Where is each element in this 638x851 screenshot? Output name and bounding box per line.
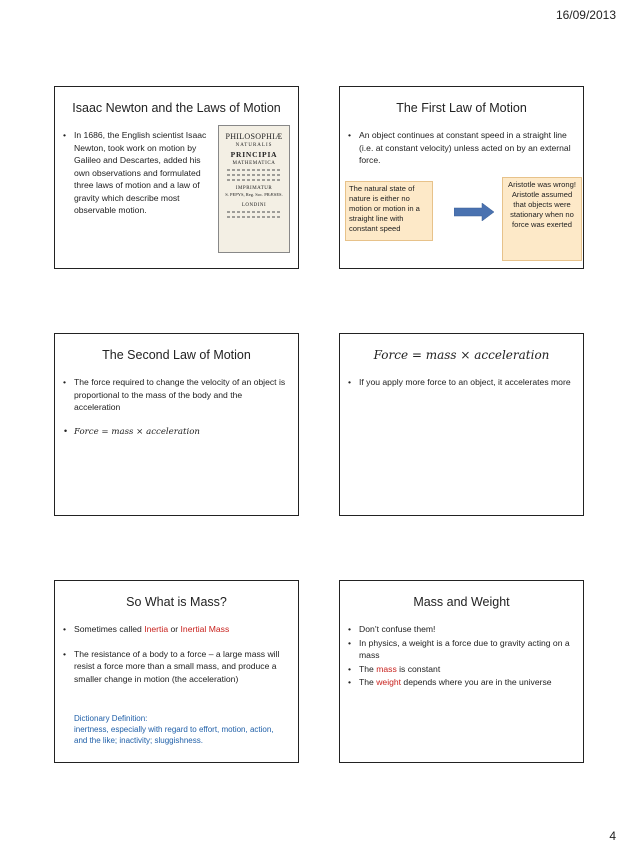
- bullet-list: [63, 376, 288, 439]
- bullet-item: • In 1686, the English scientist Isaac Newton, took work on motion by Galileo and Descartes, added his own observations and formulated three laws of motion and a law of gravity which describe most observable motion.: [63, 129, 208, 217]
- slide-force-formula: [339, 333, 584, 516]
- bullet-item: • Sometimes called Inertia or Inertial Mass: [63, 623, 288, 636]
- page-date: 16/09/2013: [555, 8, 616, 22]
- bullet-item: • If you apply more force to an object, it accelerates more: [348, 376, 573, 389]
- highlight-inertia: Inertia: [144, 624, 169, 634]
- bullet-item: • An object continues at constant speed in a straight line (i.e. at constant velocity) unless acted on by an external force.: [348, 129, 573, 167]
- slide-newton-laws: [54, 86, 299, 269]
- definition-text: inertness, especially with regard to effort, motion, action, and the like; inactivity; sluggishness.: [74, 725, 274, 745]
- bullet-item: • The mass is constant: [348, 663, 573, 676]
- right-arrow-icon: [454, 203, 494, 221]
- bullet-item: • The resistance of a body to a force – a large mass will resist a force more than a small mass, and produce a smaller change in motion (the acceleration): [63, 648, 288, 686]
- slide-title: Mass and Weight: [413, 595, 510, 609]
- highlight-mass: mass: [376, 663, 397, 674]
- dictionary-definition: [63, 713, 288, 746]
- bullet-item: • Don’t confuse them!: [348, 623, 573, 636]
- slide-title: The Second Law of Motion: [102, 348, 251, 362]
- bullet-list: [63, 623, 288, 686]
- slide-title: So What is Mass?: [126, 595, 227, 609]
- formula-bullet: • Force = mass × acceleration: [63, 426, 288, 439]
- highlight-weight: weight: [376, 677, 402, 687]
- bullet-item: • The force required to change the velocity of an object is proportional to the mass of the body and the acceleration: [63, 376, 288, 414]
- highlight-inertial-mass: Inertial Mass: [180, 624, 230, 634]
- slide-what-is-mass: [54, 580, 299, 763]
- page-number: 4: [609, 829, 616, 843]
- slide-title: Isaac Newton and the Laws of Motion: [72, 101, 281, 115]
- slide-first-law: [339, 86, 584, 269]
- bullet-list: [63, 129, 208, 218]
- slide-title: The First Law of Motion: [396, 101, 527, 115]
- bullet-item: • In physics, a weight is a force due to gravity acting on a mass: [348, 637, 573, 662]
- slide-title: Force = mass × acceleration: [373, 348, 550, 362]
- bullet-list: [348, 129, 573, 168]
- natural-state-note: The natural state of nature is either no motion or motion in a straight line with constant speed: [345, 181, 433, 241]
- principia-title-page-image: PHILOSOPHIÆ NATURALIS PRINCIPIA MATHEMATICA IMPRIMATUR S. PEPYS, Reg. Soc. PRÆSES. LONDINI: [218, 125, 290, 253]
- definition-label: Dictionary Definition:: [74, 714, 148, 723]
- slide-second-law: [54, 333, 299, 516]
- bullet-list: [348, 376, 573, 390]
- bullet-list: [348, 623, 573, 690]
- bullet-item: • The weight depends where you are in the universe: [348, 676, 573, 689]
- aristotle-note: Aristotle was wrong! Aristotle assumed that objects were stationary when no force was exerted: [502, 177, 582, 261]
- slide-mass-and-weight: [339, 580, 584, 763]
